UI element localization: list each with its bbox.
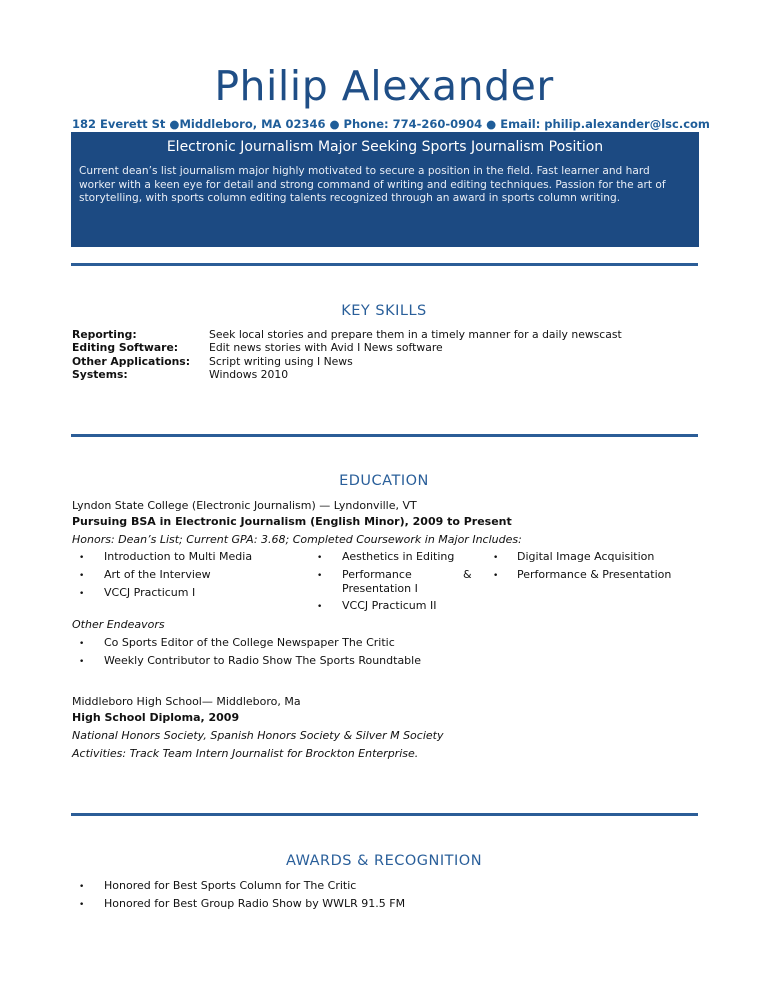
course-item: Introduction to Multi Media: [104, 550, 253, 563]
award-item: Honored for Best Group Radio Show by WWLR 91.5 FM: [104, 897, 406, 910]
skill-row: [72, 368, 622, 381]
skills-heading: KEY SKILLS: [341, 303, 427, 319]
skill-label: Reporting:: [72, 328, 137, 341]
course-item: Digital Image Acquisition: [517, 550, 655, 563]
other-endeavors-heading: Other Endeavors: [72, 618, 165, 631]
hs-honors-line: National Honors Society, Spanish Honors Society & Silver M Society: [72, 729, 444, 742]
candidate-name: Philip Alexander: [214, 62, 554, 110]
bullet-icon: •: [79, 900, 85, 910]
objective-box: [71, 132, 699, 247]
course-item: Performance: [342, 568, 412, 581]
award-item: Honored for Best Sports Column for The Critic: [104, 879, 357, 892]
skill-value: Edit news stories with Avid I News software: [209, 341, 443, 355]
bullet-icon: •: [79, 657, 85, 667]
bullet-icon: •: [317, 571, 323, 581]
skill-row: [72, 341, 622, 354]
course-ampersand: &: [463, 568, 472, 581]
skill-row: [72, 328, 622, 341]
bullet-icon: •: [79, 553, 85, 563]
bullet-icon: •: [79, 571, 85, 581]
skills-list: [72, 328, 622, 381]
course-item: VCCJ Practicum I: [104, 586, 196, 599]
endeavor-item: Co Sports Editor of the College Newspaper The Critic: [104, 636, 395, 649]
bullet-icon: •: [493, 553, 499, 563]
bullet-icon: •: [317, 602, 323, 612]
course-item: Performance & Presentation: [517, 568, 672, 581]
bullet-icon: •: [79, 639, 85, 649]
course-item: Art of the Interview: [104, 568, 211, 581]
education-heading: EDUCATION: [339, 473, 429, 489]
course-item: VCCJ Practicum II: [342, 599, 437, 612]
endeavor-item: Weekly Contributor to Radio Show The Sports Roundtable: [104, 654, 421, 667]
objective-title: Electronic Journalism Major Seeking Sports Journalism Position: [166, 139, 604, 155]
hs-activities-line: Activities: Track Team Intern Journalist for Brockton Enterprise.: [72, 747, 419, 760]
skill-value: Seek local stories and prepare them in a timely manner for a daily newscast: [209, 328, 622, 341]
awards-heading: AWARDS & RECOGNITION: [285, 853, 483, 869]
skill-value: Windows 2010: [209, 367, 289, 381]
course-item: Aesthetics in Editing: [342, 550, 455, 563]
skill-label: Systems:: [72, 367, 128, 381]
course-item-cont: Presentation I: [342, 582, 418, 595]
bullet-icon: •: [79, 882, 85, 892]
skill-label: Other Applications:: [72, 354, 191, 368]
section-divider: [71, 813, 698, 816]
degree-line: Pursuing BSA in Electronic Journalism (English Minor), 2009 to Present: [72, 515, 512, 528]
section-divider: [71, 434, 698, 437]
college-line: Lyndon State College (Electronic Journalism) — Lyndonville, VT: [72, 499, 417, 512]
honors-line: Honors: Dean’s List; Current GPA: 3.68; Completed Coursework in Major Includes:: [72, 533, 522, 546]
bullet-icon: •: [317, 553, 323, 563]
bullet-icon: •: [493, 571, 499, 581]
hs-degree-line: High School Diploma, 2009: [72, 711, 240, 724]
bullet-icon: •: [79, 589, 85, 599]
contact-line: 182 Everett St ●Middleboro, MA 02346 ● Phone: 774-260-0904 ● Email: philip.alexander@lsc.com: [72, 117, 710, 131]
highschool-line: Middleboro High School— Middleboro, Ma: [72, 695, 301, 708]
section-divider: [71, 263, 698, 266]
skill-row: [72, 355, 622, 368]
skill-value: Script writing using I News: [209, 354, 353, 368]
objective-summary: Current dean’s list journalism major highly motivated to secure a position in the field. Fast learner and hard worker with a keen eye for detail and strong command of writing and editing techniques. Passion for the art of storytelling, with sports column editing talents recognized through an award in sports column writing.: [79, 165, 666, 204]
skill-label: Editing Software:: [72, 341, 179, 355]
